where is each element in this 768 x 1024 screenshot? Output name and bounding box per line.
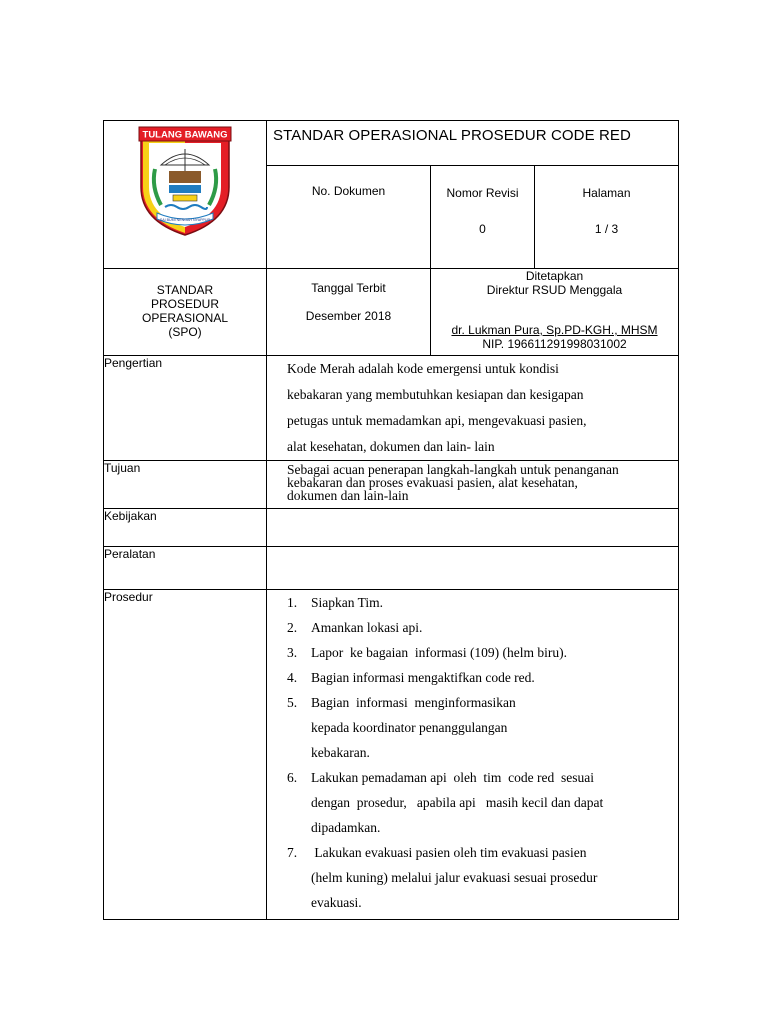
procedure-step-line: Lapor ke bagaian informasi (109) (helm biru). (311, 645, 568, 660)
goal-line: kebakaran dan proses evakuasi pasien, alat kesehatan, (287, 475, 578, 490)
procedure-step-line: kepada koordinator penanggulangan (311, 720, 508, 735)
procedure-step-line: Bagian informasi menginformasikan (311, 695, 516, 710)
revision-value: 0 (479, 222, 486, 236)
procedure-step-line: dengan prosedur, apabila api masih kecil dan dapat (311, 795, 604, 810)
procedure-cell (267, 590, 679, 920)
procedure-step-line: evakuasi. (311, 895, 362, 910)
spo-line-3: OPERASIONAL (141, 311, 229, 325)
definition-line: kebakaran yang membutuhkan kesiapan dan kesigapan (287, 387, 584, 402)
procedure-step-line: Bagian informasi mengaktifkan code red. (311, 670, 535, 685)
goal-line: Sebagai acuan penerapan langkah-langkah untuk penanganan (287, 462, 619, 477)
goal-line: dokumen dan lain-lain (287, 488, 409, 503)
goal-text (267, 461, 678, 508)
procedure-step-line: kebakaran. (311, 745, 370, 760)
spo-table (103, 120, 679, 920)
document-title: STANDAR OPERASIONAL PROSEDUR CODE RED (273, 127, 631, 144)
equipment-label: Peralatan (104, 547, 267, 590)
procedure-step-line: Siapkan Tim. (311, 595, 384, 610)
issue-date-label: Tanggal Terbit (311, 281, 386, 295)
procedure-step-text (311, 765, 670, 840)
procedure-step (287, 590, 670, 615)
spo-line-4: (SPO) (168, 325, 202, 339)
procedure-step-line: Lakukan evakuasi pasien oleh tim evakuasi pasien (311, 845, 587, 860)
procedure-list (267, 590, 678, 919)
doc-number-label: No. Dokumen (311, 184, 386, 198)
goal-label: Tujuan (104, 461, 267, 509)
policy-label: Kebijakan (104, 509, 267, 547)
procedure-step (287, 840, 670, 915)
procedure-step-number: 6. (287, 770, 298, 785)
procedure-step-number: 2. (287, 620, 298, 635)
procedure-step-number: 7. (287, 845, 298, 860)
procedure-step-number: 3. (287, 645, 298, 660)
logo-banner-text: TULANG BAWANG (142, 129, 228, 141)
page-value: 1 / 3 (594, 222, 619, 236)
spo-line-1: STANDAR (156, 283, 214, 297)
doc-meta-cell (267, 166, 679, 269)
procedure-step-text (311, 665, 670, 690)
definition-label: Pengertian (104, 356, 267, 461)
page-label: Halaman (582, 186, 631, 200)
procedure-step (287, 640, 670, 665)
procedure-step (287, 665, 670, 690)
procedure-step (287, 690, 670, 765)
procedure-step-line: (helm kuning) melalui jalur evakuasi sesuai prosedur (311, 870, 598, 885)
procedure-label: Prosedur (104, 590, 267, 920)
equipment-cell (267, 547, 679, 590)
procedure-step-number: 4. (287, 670, 298, 685)
goal-cell (267, 461, 679, 509)
tulang-bawang-logo (135, 125, 235, 237)
issue-date-value: Desember 2018 (305, 309, 392, 323)
definition-line: petugas untuk memadamkan api, mengevakuasi pasien, (287, 413, 587, 428)
procedure-step-text (311, 690, 670, 765)
logo-motto-text: SAI BUMI NENGAH NYAPPUR (159, 218, 211, 222)
established-label: Ditetapkan (525, 269, 584, 283)
procedure-step (287, 765, 670, 840)
definition-text (267, 356, 678, 460)
director-label: Direktur RSUD Menggala (486, 283, 623, 297)
logo-cell (104, 121, 267, 269)
definition-cell (267, 356, 679, 461)
procedure-step-line: dipadamkan. (311, 820, 381, 835)
procedure-step-text (311, 590, 670, 615)
procedure-step-text (311, 640, 670, 665)
procedure-step-text (311, 615, 670, 640)
title-cell (267, 121, 679, 166)
definition-line: alat kesehatan, dokumen dan lain- lain (287, 439, 495, 454)
revision-label: Nomor Revisi (446, 186, 519, 200)
definition-line: Kode Merah adalah kode emergensi untuk kondisi (287, 361, 559, 376)
procedure-step-text (311, 840, 670, 915)
procedure-step-number: 5. (287, 695, 298, 710)
procedure-step-number: 1. (287, 595, 298, 610)
procedure-step (287, 615, 670, 640)
procedure-step-line: Lakukan pemadaman api oleh tim code red sesuai (311, 770, 595, 785)
signer-name: dr. Lukman Pura, Sp.PD-KGH., MHSM (451, 323, 658, 337)
signer-nip: NIP. 196611291998031002 (482, 337, 627, 351)
spo-label-cell (104, 269, 267, 356)
issue-sign-cell (267, 269, 679, 356)
spo-line-2: PROSEDUR (150, 297, 219, 311)
policy-cell (267, 509, 679, 547)
procedure-step-line: Amankan lokasi api. (311, 620, 423, 635)
